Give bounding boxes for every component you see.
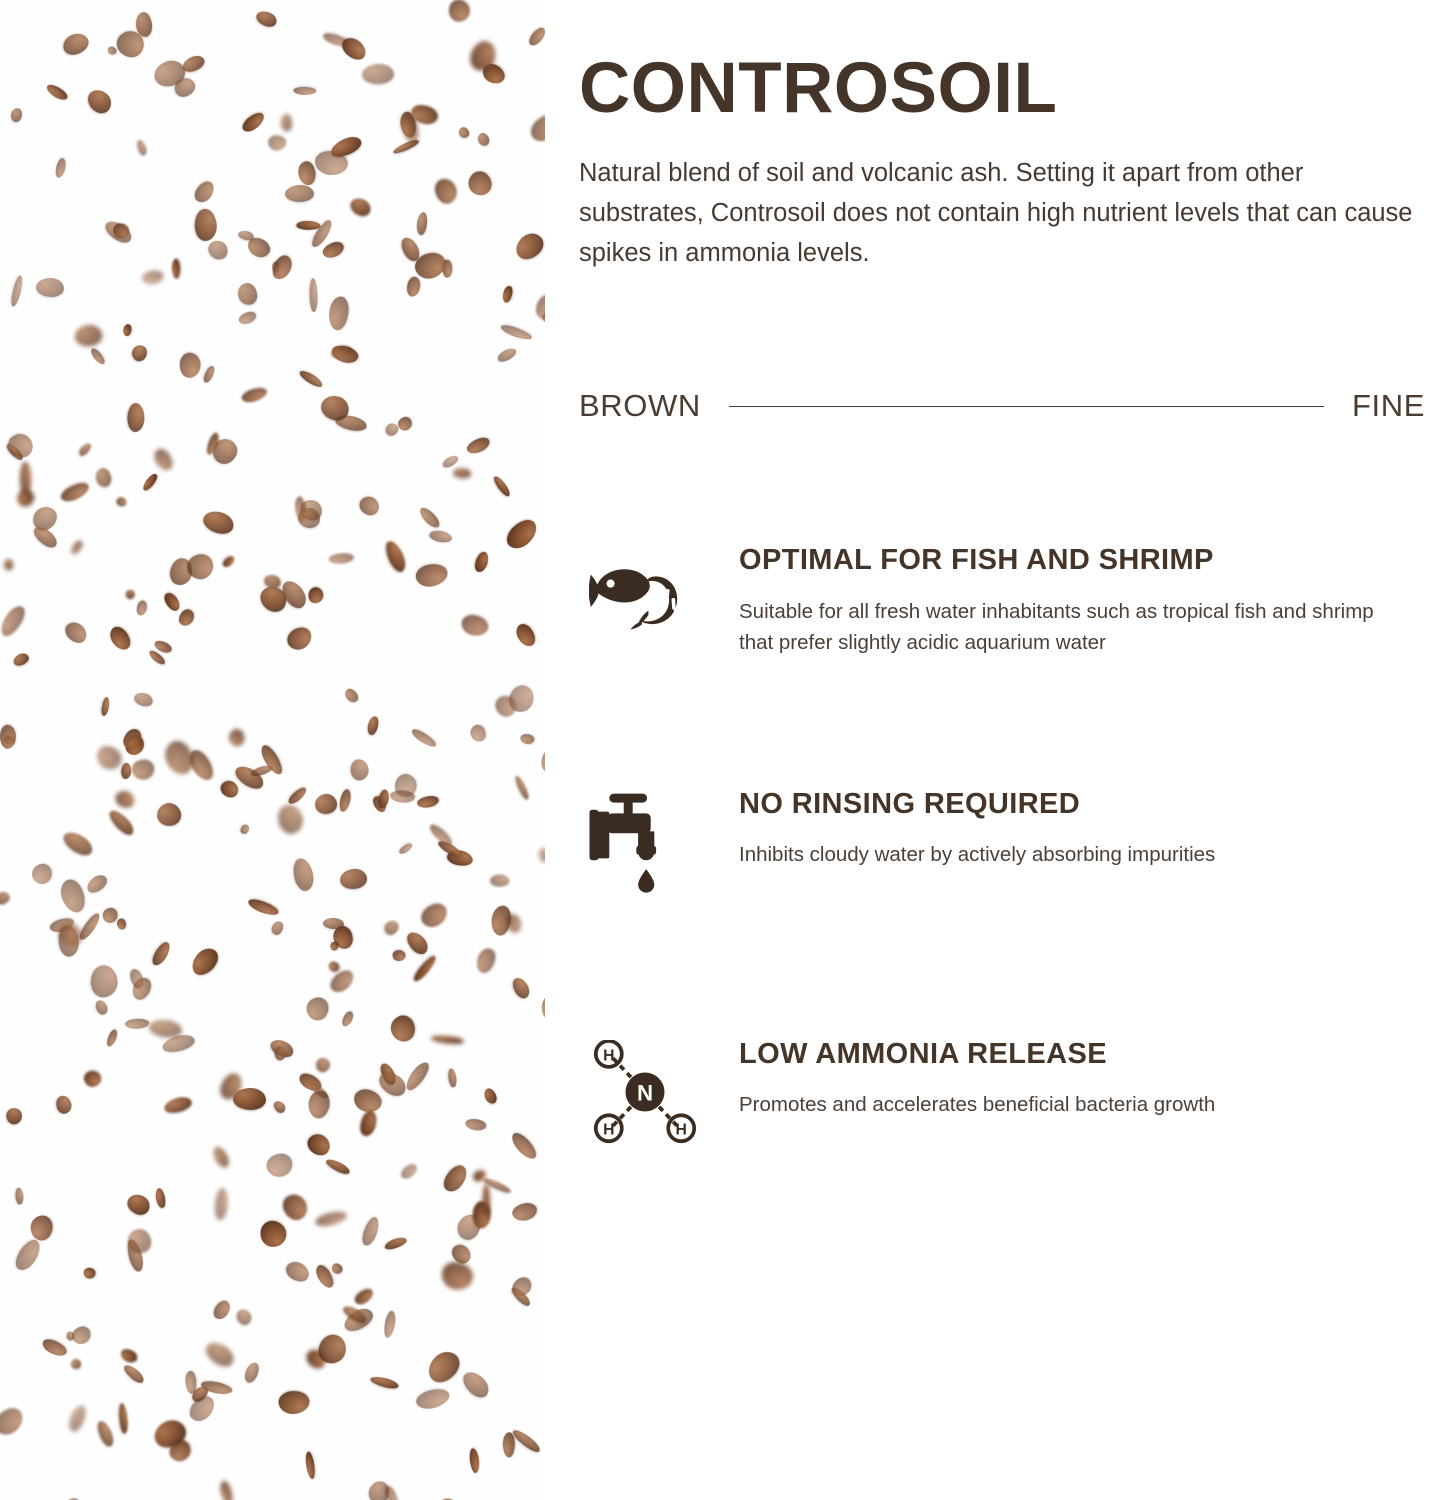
granule <box>482 1086 499 1105</box>
granule <box>58 479 91 505</box>
granule <box>299 368 325 389</box>
variant-row <box>579 388 1429 424</box>
granule <box>328 553 354 565</box>
granule <box>105 807 136 838</box>
granule <box>54 1094 74 1115</box>
granule <box>432 1496 460 1500</box>
granule <box>330 942 339 952</box>
granule <box>359 1109 379 1137</box>
feature-text <box>739 544 1429 658</box>
granule <box>221 554 236 569</box>
granule <box>468 1448 480 1474</box>
granule <box>457 125 471 139</box>
feature-text <box>739 788 1429 871</box>
granule <box>151 446 177 474</box>
granule <box>360 1215 382 1247</box>
granule <box>66 1404 89 1434</box>
granule <box>257 1219 288 1250</box>
granule <box>115 496 128 509</box>
granule <box>313 791 340 817</box>
granule <box>377 788 391 809</box>
feature-description: Suitable for all fresh water inhabitants such as tropical fish and shrimp that prefer slightly acidic aquarium water <box>739 599 1374 654</box>
granule <box>246 897 280 918</box>
granule <box>88 346 107 366</box>
granule <box>69 1324 93 1346</box>
granule <box>160 737 198 779</box>
granule <box>337 788 352 813</box>
granule <box>467 723 489 745</box>
granule <box>211 1298 233 1322</box>
feature-title: NO RINSING REQUIRED <box>739 788 1081 821</box>
granule <box>125 588 137 601</box>
granule <box>40 1336 69 1359</box>
granule <box>121 762 132 779</box>
granule <box>0 890 12 906</box>
granule <box>133 691 155 708</box>
feature-list <box>579 544 1429 1144</box>
granule <box>129 342 150 364</box>
granule <box>324 1156 351 1175</box>
granule <box>136 139 149 157</box>
granule <box>188 943 224 980</box>
granule <box>0 1403 28 1441</box>
granule <box>473 550 491 574</box>
granule <box>177 607 198 629</box>
granule <box>305 585 325 606</box>
granule <box>0 603 28 640</box>
granule <box>540 992 545 1022</box>
granule <box>510 1427 542 1455</box>
granule <box>447 0 472 24</box>
granule <box>112 787 137 811</box>
granule <box>383 1235 408 1251</box>
granule <box>342 686 360 705</box>
feature-title: LOW AMMONIA RELEASE <box>739 1038 1107 1071</box>
granule <box>329 1261 344 1276</box>
granule <box>349 758 371 783</box>
granule <box>101 696 111 716</box>
granule <box>322 917 343 929</box>
granule <box>448 1068 459 1088</box>
feature-description: Inhibits cloudy water by actively absorbing impurities <box>739 843 1216 867</box>
feature-text <box>739 1038 1429 1121</box>
granule <box>201 364 216 384</box>
granule <box>122 323 131 336</box>
feature-item <box>579 1038 1429 1144</box>
granule <box>459 1367 494 1401</box>
granule <box>202 1338 238 1370</box>
granule <box>417 795 440 810</box>
granule <box>285 184 315 203</box>
granule <box>116 918 127 930</box>
granule <box>74 323 104 348</box>
granule <box>441 454 460 470</box>
granule <box>70 1358 83 1371</box>
feature-title: OPTIMAL FOR FISH AND SHRIMP <box>739 544 1214 577</box>
granule <box>15 1187 25 1205</box>
granule <box>83 86 116 118</box>
granule <box>474 946 498 975</box>
svg-text:H: H <box>603 1047 615 1065</box>
granule <box>141 471 160 492</box>
granule <box>327 296 349 331</box>
granule <box>281 114 292 131</box>
granule <box>314 1209 348 1229</box>
granule <box>411 953 438 984</box>
granule <box>296 221 321 230</box>
granule <box>60 30 91 57</box>
granule <box>414 561 450 590</box>
granule <box>340 1010 356 1028</box>
granule <box>240 385 269 405</box>
granule <box>4 559 14 570</box>
granule <box>238 310 259 326</box>
granule <box>161 590 182 613</box>
granule <box>418 899 452 932</box>
granule <box>464 1117 487 1132</box>
granule <box>459 612 490 637</box>
granule <box>154 800 184 829</box>
granule <box>415 1385 453 1412</box>
granule <box>211 1145 232 1170</box>
granule <box>502 514 542 554</box>
granule <box>508 1129 540 1162</box>
granule <box>77 912 103 944</box>
granule <box>163 1094 194 1115</box>
variant-divider <box>729 406 1324 407</box>
page-title: CONTROSOIL <box>579 49 1058 128</box>
granule <box>440 1161 471 1195</box>
granule <box>417 504 442 530</box>
granule <box>511 228 545 264</box>
granule <box>125 1019 149 1030</box>
granule <box>476 132 491 148</box>
granule <box>0 725 16 749</box>
granule <box>135 600 149 617</box>
granule <box>304 1130 335 1160</box>
svg-text:H: H <box>603 1121 615 1139</box>
granule <box>279 1190 311 1224</box>
granule <box>463 167 496 200</box>
granule <box>122 1363 147 1386</box>
granule <box>105 1028 120 1048</box>
granule <box>178 351 201 378</box>
granule <box>218 1479 235 1500</box>
granule <box>69 538 84 555</box>
granule <box>293 87 316 95</box>
granule <box>392 950 405 962</box>
granule <box>305 997 329 1022</box>
granule <box>405 276 422 298</box>
granule <box>465 436 492 457</box>
granule <box>382 1310 397 1338</box>
granule <box>14 487 37 510</box>
feature-description: Promotes and accelerates beneficial bacteria growth <box>739 1093 1216 1117</box>
granule <box>233 1307 254 1328</box>
granule <box>233 1087 267 1110</box>
granule <box>172 259 180 279</box>
granule <box>382 918 402 937</box>
granule <box>304 1450 317 1479</box>
ammonia-molecule-icon <box>579 1038 739 1144</box>
granule <box>194 208 218 241</box>
granule <box>298 507 321 528</box>
granule <box>83 1069 103 1088</box>
granule <box>270 919 286 936</box>
granule <box>118 1346 139 1365</box>
granule <box>415 211 428 235</box>
granule <box>339 867 369 892</box>
granule <box>320 239 346 260</box>
granule <box>527 109 545 146</box>
granule <box>387 1012 419 1045</box>
granule <box>277 1389 310 1415</box>
variant-color-label: BROWN <box>579 388 701 424</box>
granule <box>314 1056 333 1075</box>
granule <box>509 975 533 1001</box>
granule <box>141 270 164 286</box>
granule <box>191 178 217 206</box>
granule <box>423 1346 465 1389</box>
granule <box>9 107 23 123</box>
svg-text:N: N <box>636 1080 654 1106</box>
granule <box>355 493 382 520</box>
granule <box>227 727 246 748</box>
granule <box>30 1216 52 1241</box>
granule <box>9 275 24 308</box>
granule <box>131 759 154 780</box>
granule <box>269 252 296 282</box>
granule <box>36 278 64 298</box>
granule <box>118 1403 129 1434</box>
granule <box>215 1188 229 1220</box>
granule <box>308 1090 331 1119</box>
granule <box>309 278 318 312</box>
granule <box>11 651 31 669</box>
granule <box>60 829 96 860</box>
granule <box>77 441 93 457</box>
granule <box>511 1201 539 1223</box>
granule <box>150 939 174 968</box>
granule <box>95 1419 117 1449</box>
granule <box>383 1484 401 1500</box>
feature-item <box>579 788 1429 898</box>
granule <box>201 508 237 536</box>
granule <box>45 82 69 102</box>
granule <box>403 1059 432 1093</box>
granule <box>154 1187 166 1208</box>
granule <box>205 237 231 262</box>
granule <box>3 1105 26 1128</box>
granule <box>62 1496 85 1500</box>
granule <box>286 784 309 806</box>
granule-photo-panel <box>0 0 545 1500</box>
granule <box>240 109 267 135</box>
granule <box>453 467 471 478</box>
granule <box>490 905 512 937</box>
granule <box>290 856 316 892</box>
granule <box>239 824 250 836</box>
granule <box>274 801 307 836</box>
granule <box>242 1361 261 1385</box>
granule <box>271 1098 288 1114</box>
granule <box>538 847 545 862</box>
granule <box>94 467 112 488</box>
granule <box>265 1152 295 1179</box>
granule <box>218 777 242 800</box>
granule <box>496 347 518 365</box>
granule <box>500 323 534 342</box>
granule <box>527 25 545 48</box>
granule <box>428 529 453 545</box>
granule <box>397 841 414 856</box>
granule <box>513 774 531 801</box>
granule <box>491 474 512 498</box>
granule <box>90 965 120 1000</box>
granule <box>409 727 437 749</box>
granule <box>503 1432 515 1457</box>
granule <box>361 62 394 84</box>
faucet-icon <box>579 788 739 898</box>
granule <box>352 1088 384 1116</box>
product-description: Natural blend of soil and volcanic ash. Setting it apart from other substrates, Controsoil does not contain high nutrient levels that can cause spikes in ammonia levels. <box>579 158 1413 268</box>
fish-and-shrimp-icon <box>579 544 739 652</box>
granule <box>56 876 89 916</box>
granule <box>403 928 432 957</box>
granule <box>54 157 68 179</box>
feature-item <box>579 544 1429 658</box>
granule <box>283 622 316 654</box>
granule <box>348 196 374 220</box>
granule <box>509 1274 535 1299</box>
granule <box>440 1260 475 1291</box>
granule <box>273 1046 286 1061</box>
granule <box>254 8 279 28</box>
granule <box>512 620 539 649</box>
granule <box>399 1161 420 1181</box>
granule <box>283 1258 312 1286</box>
granule <box>82 1266 97 1280</box>
svg-text:H: H <box>675 1121 687 1139</box>
granule <box>369 1375 399 1391</box>
granule <box>366 715 380 736</box>
granule <box>382 538 410 574</box>
granule <box>93 998 110 1017</box>
granule <box>62 618 91 647</box>
granule <box>538 745 545 777</box>
granule <box>124 1191 153 1218</box>
granule <box>127 403 145 433</box>
granule <box>267 134 286 151</box>
granule <box>431 1034 464 1045</box>
granule <box>519 733 535 746</box>
granule <box>84 872 110 896</box>
granule <box>106 623 134 653</box>
granule <box>236 282 258 307</box>
granule <box>353 1286 376 1307</box>
granule <box>330 343 360 366</box>
granule <box>12 1236 45 1274</box>
granule <box>502 285 514 303</box>
granule <box>433 177 460 206</box>
granule <box>30 862 54 886</box>
granule <box>490 874 510 887</box>
product-content <box>545 0 1439 1500</box>
variant-grain-label: FINE <box>1351 388 1425 424</box>
